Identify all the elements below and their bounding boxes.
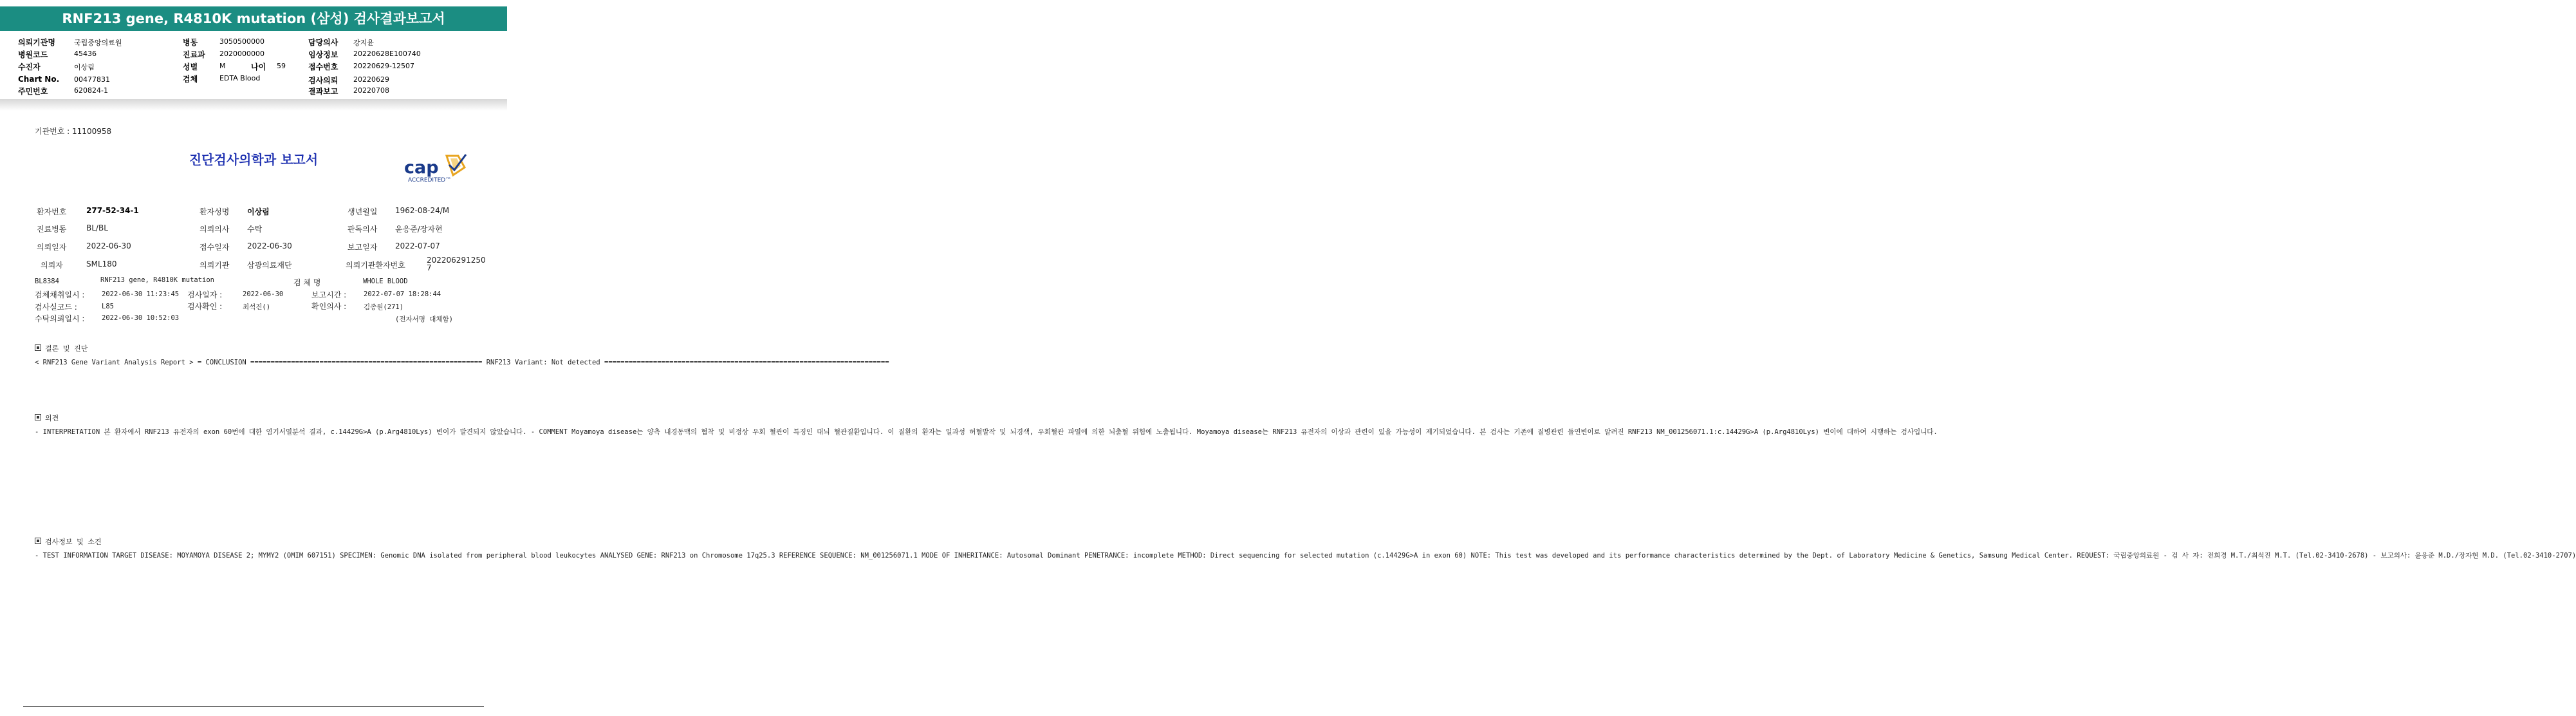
hdr-label: 진료과 [183,50,205,59]
hdr-label: 의뢰기관명 [18,38,55,47]
field-label: 보고일자 [347,243,378,252]
field-value: 277-52-34-1 [86,206,139,215]
field-value-cont: 7 [427,263,432,272]
field-value: 202206291250 [427,256,486,265]
hdr-value: 00477831 [74,75,110,84]
report-title: RNF213 gene, R4810K mutation (삼성) 검사결과보고서 [62,11,445,26]
age-value: 59 [277,62,286,70]
opinion-body: - INTERPRETATION 본 환자에서 RNF213 유전자의 exon 60번에 대한 염기서열분석 결과, c.14429G>A (p.Arg4810Lys) 변이가 발견되지 않았습니다. - COMMENT Moyamoya disease는 양측 내경동맥의 협착 및 비정상 우회 혈관이 특징인 대뇌 혈관질환입니다. 이 질환의 환자는 일과성 허혈발작 및 뇌경색, 우회혈관 파열에 의한 뇌출혈 위험에 노출됩니다. Moyamoya disease는 RNF213 유전자의 이상과 관련이 있을 가능성이 제기되었습니다. 본 검사는 기존에 질병관련 돌연변이로 알려진 RNF213 NM_001256071.1:c.14429G>A (p.Arg4810Lys) 변이에 대하여 시행하는 검사입니다. [35,428,1938,436]
hdr-label: 결과보고 [308,87,338,96]
field-value: 2022-06-30 [86,241,131,250]
lab-value: L85 [102,303,114,310]
report-title-bar [0,6,507,31]
hdr-value: 3050500000 [219,37,264,46]
section-bullet-icon [35,344,41,351]
hdr-value: 20220629-12507 [353,62,414,70]
info-heading: 검사정보 및 소견 [35,536,102,547]
field-label: 의뢰의사 [199,225,230,234]
field-value: 1962-08-24/M [395,206,450,215]
document-title: 진단검사의학과 보고서 [189,152,319,167]
field-value: SML180 [86,259,117,268]
header-shadow [0,99,507,111]
hdr-label: Chart No. [18,75,60,84]
institution-no: 기관번호 : 11100958 [35,127,112,136]
doctor-label: 확인의사 : [311,302,347,311]
specimen-label: 검 체 명 [293,278,321,287]
field-label: 의뢰일자 [37,243,67,252]
hdr-value: 20220628E100740 [353,50,421,58]
hdr-label: 주민번호 [18,87,48,96]
field-label: 의뢰자 [41,261,63,270]
logo-text: cap [404,158,439,178]
hdr-label: 수진자 [18,62,41,71]
confirm-label: 검사확인 : [187,302,223,311]
field-label: 진료병동 [37,225,67,234]
section-bullet-icon [35,414,41,420]
hdr-value: 2020000000 [219,50,264,58]
hdr-value: EDTA Blood [219,74,261,82]
request-value: 2022-06-30 10:52:03 [102,314,180,322]
hdr-label: 성별 [183,62,198,71]
field-value: BL/BL [86,223,108,232]
page-bottom-rule [23,706,484,707]
reporttime-value: 2022-07-07 18:28:44 [364,290,441,298]
field-value: 삼광의료재단 [247,261,292,270]
field-value: 2022-06-30 [247,241,292,250]
field-label: 생년월일 [347,207,378,216]
cap-logo [404,152,471,184]
hdr-label: 검사의뢰 [308,76,338,85]
hdr-label: 임상정보 [308,50,338,59]
hdr-label: 담당의사 [308,38,338,47]
hdr-value: 20220708 [353,86,389,95]
hdr-label: 병동 [183,38,198,47]
hdr-value: 620824-1 [74,86,108,95]
hdr-label: 병원코드 [18,50,48,59]
field-value: 수탁 [247,225,263,234]
field-label: 의뢰기관 [199,261,230,270]
cap-accredited-icon [404,152,471,184]
field-value: 윤응준/장자현 [395,225,443,234]
doctor-value: 김종원(271) [364,303,404,311]
testdate-value: 2022-06-30 [243,290,284,298]
request-label: 수탁의뢰일시 : [35,314,85,323]
lab-label: 검사실코드 : [35,303,77,312]
field-label: 판독의사 [347,225,378,234]
test-name: RNF213 gene, R4810K mutation [100,276,215,284]
field-label: 환자성명 [199,207,230,216]
collect-label: 검체채취일시 : [35,290,85,299]
info-body: - TEST INFORMATION TARGET DISEASE: MOYAMOYA DISEASE 2; MYMY2 (OMIM 607151) SPECIMEN: Genomic DNA isolated from peripheral blood leukocytes ANALYSED GENE: RNF213 on Chromosome 17q25.3 REFERENCE SEQUENCE: NM_001256071.1 MODE OF INHERITANCE: Autosomal Dominant PENETRANCE: incomplete METHOD: Direct sequencing for selected mutation (c.14429G>A in exon 60) NOTE: This test was developed and its performance characteristics determined by the Dept. of Laboratory Medicine & Genetics, Samsung Medical Center. REQUEST: 국립중앙의료원 - 검 사 자: 전희경 M.T./최석진 M.T. (Tel.02-3410-2678) - 보고의사: 윤응준 M.D./장자현 M.D. (Tel.02-3410-2707) [35,552,2576,560]
field-label: 환자번호 [37,207,67,216]
test-code: BL8384 [35,278,59,285]
collect-value: 2022-06-30 11:23:45 [102,290,180,298]
hdr-value: 20220629 [353,75,389,84]
logo-sub: ACCREDITED™ [408,177,452,184]
hdr-value: 국립중앙의료원 [74,39,122,47]
confirm-value: 최석진() [243,303,271,311]
specimen-value: WHOLE BLOOD [363,278,408,285]
field-label: 의뢰기관환자번호 [346,261,405,270]
field-value: 이상림 [247,207,270,216]
hdr-value: 45436 [74,50,97,58]
hdr-value: 이상림 [74,63,95,71]
age-label: 나이 [251,62,266,71]
section-bullet-icon [35,538,41,544]
reporttime-label: 보고시간 : [311,290,347,299]
testdate-label: 검사일자 : [187,290,223,299]
hdr-value: M [219,62,226,70]
conclusion-heading: 결론 및 진단 [35,343,88,353]
opinion-heading: 의견 [35,413,59,423]
field-label: 접수일자 [199,243,230,252]
hdr-label: 접수번호 [308,62,338,71]
hdr-value: 강지윤 [353,39,374,47]
conclusion-body: < RNF213 Gene Variant Analysis Report > = CONCLUSION ========================================================= RNF213 Variant: Not detected ====================================================================== [35,359,889,366]
esign-note: (전자서명 대체함) [395,316,453,323]
hdr-label: 검체 [183,75,198,84]
field-value: 2022-07-07 [395,241,440,250]
